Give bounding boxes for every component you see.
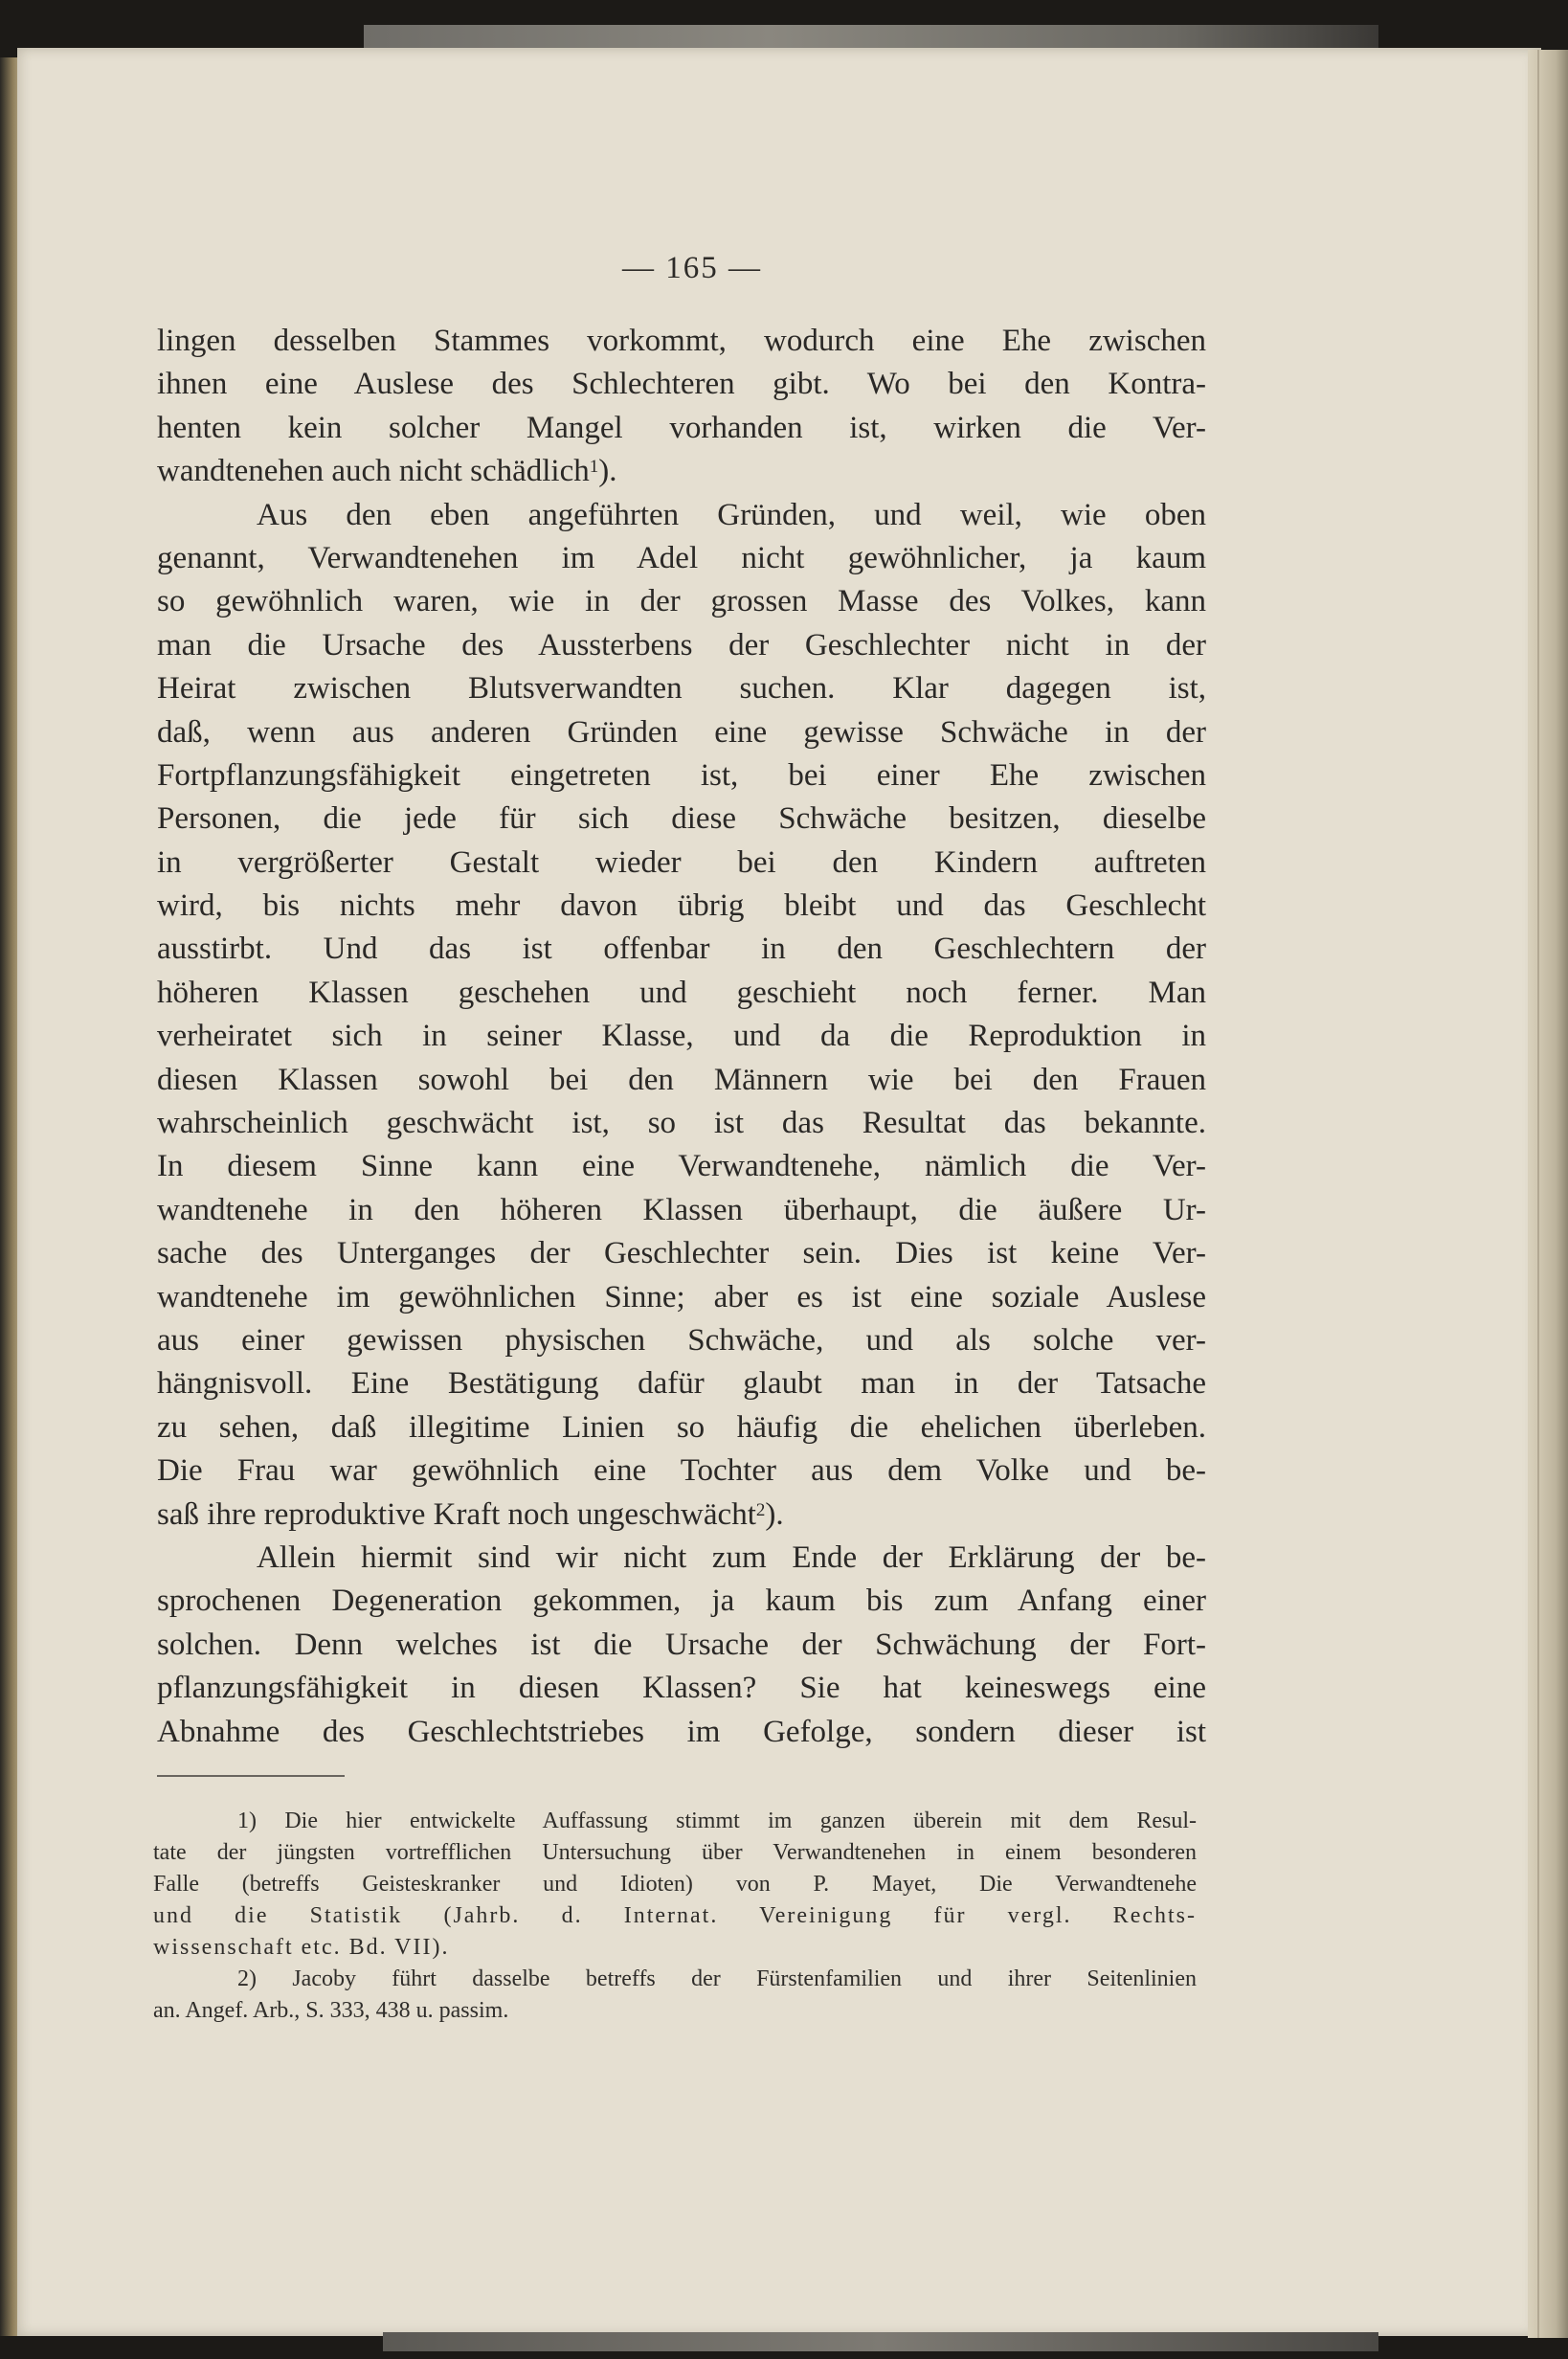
text-line: höheren Klassen geschehen und geschieht noch ferner. Man [157, 975, 1206, 1010]
body-text [157, 320, 1206, 1754]
text-line-content: saß ihre reproduktive Kraft noch ungeschwächt [157, 1496, 756, 1532]
text-line: man die Ursache des Aussterbens der Geschlechter nicht in der [157, 627, 1206, 663]
text-line: sprochenen Degeneration gekommen, ja kaum bis zum Anfang einer [157, 1584, 1206, 1619]
text-line: genannt, Verwandtenehen im Adel nicht gewöhnlicher, ja kaum [157, 540, 1206, 575]
text-line: wandtenehe im gewöhnlichen Sinne; aber es ist eine soziale Auslese [157, 1279, 1206, 1314]
footnote-line: an. Angef. Arb., S. 333, 438 u. passim. [153, 1998, 509, 2023]
text-line: wandtenehe in den höheren Klassen überhaupt, die äußere Ur- [157, 1192, 1206, 1227]
text-line: hängnisvoll. Eine Bestätigung dafür glaubt man in der Tatsache [157, 1366, 1206, 1402]
text-line: lingen desselben Stammes vorkommt, wodurch eine Ehe zwischen [157, 324, 1206, 358]
text-line: Abnahme des Geschlechtstriebes im Gefolge, sondern dieser ist [157, 1714, 1206, 1749]
text-line: wird, bis nichts mehr davon übrig bleibt und das Geschlecht [157, 888, 1206, 924]
footnote-mark-2: 2 [755, 1499, 766, 1520]
text-line: Fortpflanzungsfähigkeit eingetreten ist, bei einer Ehe zwischen [157, 757, 1206, 793]
text-line: wahrscheinlich geschwächt ist, so ist das Resultat das bekannte. [157, 1106, 1206, 1141]
text-line: In diesem Sinne kann eine Verwandtenehe, nämlich die Ver- [157, 1149, 1206, 1184]
text-line: so gewöhnlich waren, wie in der grossen Masse des Volkes, kann [157, 584, 1206, 619]
text-line: diesen Klassen sowohl bei den Männern wie bei den Frauen [157, 1062, 1206, 1097]
footnote-line: Falle (betreffs Geisteskranker und Idioten) von P. Mayet, Die Verwandtenehe [153, 1872, 1197, 1897]
bottom-page-edge [383, 2332, 1378, 2351]
text-line: ihnen eine Auslese des Schlechteren gibt. Wo bei den Kontra- [157, 367, 1206, 402]
text-line: henten kein solcher Mangel vorhanden ist, wirken die Ver- [157, 410, 1206, 445]
footnote-line: und die Statistik (Jahrb. d. Internat. Vereinigung für vergl. Rechts- [153, 1903, 1197, 1928]
text-line: solchen. Denn welches ist die Ursache der Schwächung der Fort- [157, 1627, 1206, 1662]
text-line: verheiratet sich in seiner Klasse, und da die Reproduktion in [157, 1019, 1206, 1054]
text-line: Personen, die jede für sich diese Schwäche besitzen, dieselbe [157, 801, 1206, 837]
footnote-divider [157, 1775, 345, 1777]
text-line [157, 1494, 1206, 1537]
text-line: pflanzungsfähigkeit in diesen Klassen? Sie hat keineswegs eine [157, 1671, 1206, 1706]
right-page-edge [1528, 50, 1568, 2338]
closing-punctuation: ). [765, 1496, 784, 1532]
closing-punctuation: ). [598, 454, 617, 489]
footnotes [153, 1806, 1197, 2027]
text-line: daß, wenn aus anderen Gründen eine gewisse Schwäche in der [157, 714, 1206, 750]
footnote-mark-1: 1 [589, 457, 599, 478]
footnote-line: 1) Die hier entwickelte Auffassung stimmt im ganzen überein mit dem Resul- [237, 1809, 1197, 1833]
page-number: — 165 — [622, 251, 762, 285]
text-line-content: wandtenehen auch nicht schädlich [157, 454, 590, 489]
text-line: in vergrößerter Gestalt wieder bei den Kindern auftreten [157, 844, 1206, 880]
text-line: aus einer gewissen physischen Schwäche, und als solche ver- [157, 1322, 1206, 1358]
text-line: zu sehen, daß illegitime Linien so häufig die ehelichen überleben. [157, 1409, 1206, 1445]
text-line: Heirat zwischen Blutsverwandten suchen. Klar dagegen ist, [157, 671, 1206, 707]
text-line: Aus den eben angeführten Gründen, und weil, wie oben [257, 497, 1206, 532]
text-line [157, 450, 1206, 493]
footnote-line: tate der jüngsten vortrefflichen Untersuchung über Verwandtenehen in einem besonderen [153, 1840, 1197, 1865]
text-line: sache des Unterganges der Geschlechter sein. Dies ist keine Ver- [157, 1236, 1206, 1271]
text-line: Allein hiermit sind wir nicht zum Ende der Erklärung der be- [257, 1539, 1206, 1575]
text-line: Die Frau war gewöhnlich eine Tochter aus dem Volke und be- [157, 1453, 1206, 1489]
text-line: ausstirbt. Und das ist offenbar in den Geschlechtern der [157, 932, 1206, 967]
footnote-line: wissenschaft etc. Bd. VII). [153, 1935, 450, 1960]
footnote-line: 2) Jacoby führt dasselbe betreffs der Fürstenfamilien und ihrer Seitenlinien [237, 1966, 1197, 1991]
top-page-edge [364, 25, 1378, 50]
